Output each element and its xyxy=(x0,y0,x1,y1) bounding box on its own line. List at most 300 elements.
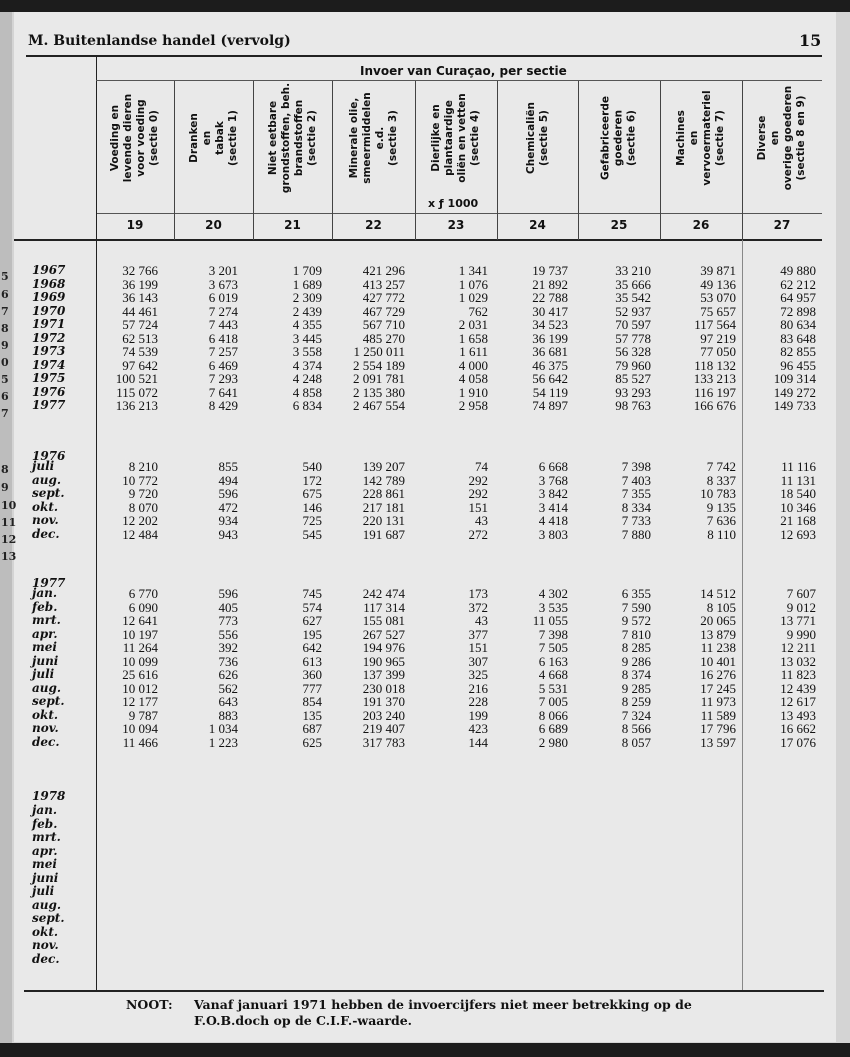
table-cell: 2 958 xyxy=(458,398,488,413)
table-cell: 643 xyxy=(218,694,238,709)
column-header-8 xyxy=(660,80,742,195)
table-cell: 4 374 xyxy=(292,357,322,373)
table-cell: 9 285 xyxy=(621,680,651,696)
table-cell: 11 116 xyxy=(781,459,816,474)
table-cell: 32 766 xyxy=(122,263,158,278)
table-cell: 372 xyxy=(468,599,488,615)
table-cell: 4 858 xyxy=(292,384,322,400)
column-header-text xyxy=(525,102,551,174)
table-cell: 943 xyxy=(218,526,238,542)
table-cell: 556 xyxy=(218,626,238,642)
table-cell: 36 143 xyxy=(122,290,158,305)
table-cell: 46 375 xyxy=(532,357,568,373)
table-cell: 3 673 xyxy=(208,276,238,292)
column-header-line: grondstoffen, beh. xyxy=(279,82,292,193)
table-cell: 149 272 xyxy=(773,384,816,400)
table-cell: 307 xyxy=(468,653,488,669)
column-header-line: (sectie 4) xyxy=(469,109,481,166)
table-cell: 11 055 xyxy=(532,613,568,628)
table-cell: 574 xyxy=(302,599,322,615)
table-cell: 762 xyxy=(468,303,488,319)
table-cell: 485 270 xyxy=(362,330,405,346)
table-cell: 3 414 xyxy=(538,499,568,515)
table-cell: 6 770 xyxy=(128,586,158,601)
table-cell: 8 285 xyxy=(621,640,651,655)
table-cell: 8 105 xyxy=(706,599,736,615)
scan-top-border xyxy=(0,0,850,12)
footnote-line-1: Vanaf januari 1971 hebben de invoercijfers niet meer betrekking op de xyxy=(194,997,692,1012)
table-cell: 139 207 xyxy=(362,459,405,474)
column-number-3: 21 xyxy=(284,218,301,232)
table-cell: 173 xyxy=(468,586,488,601)
row-label-month: nov. xyxy=(32,513,59,527)
table-cell: 10 094 xyxy=(122,721,158,736)
table-cell: 12 439 xyxy=(780,680,816,696)
table-cell: 854 xyxy=(302,694,322,709)
row-label-year: 1968 xyxy=(32,276,66,291)
table-cell: 39 871 xyxy=(700,263,736,278)
table-cell: 7 636 xyxy=(706,513,736,528)
table-cell: 3 445 xyxy=(292,330,322,346)
table-cell: 44 461 xyxy=(122,303,158,319)
table-cell: 8 210 xyxy=(128,459,158,474)
table-cell: 10 346 xyxy=(780,499,816,515)
table-cell: 413 257 xyxy=(362,276,405,292)
table-cell: 242 474 xyxy=(362,586,405,601)
table-cell: 1 910 xyxy=(458,384,488,400)
table-cell: 7 733 xyxy=(621,513,651,528)
table-cell: 54 119 xyxy=(532,384,568,400)
table-cell: 74 897 xyxy=(532,398,568,413)
table-cell: 115 072 xyxy=(116,384,158,400)
table-cell: 11 466 xyxy=(122,734,158,750)
row-label-month: mrt. xyxy=(32,830,61,844)
row-label-month: okt. xyxy=(32,924,59,939)
table-cell: 21 892 xyxy=(532,276,568,292)
table-cell: 7 403 xyxy=(621,472,651,488)
column-header-line: Minerale olie, xyxy=(347,97,360,178)
edge-digit: 6 xyxy=(1,288,9,301)
row-label-month: dec. xyxy=(32,951,60,966)
table-cell: 9 135 xyxy=(706,499,736,515)
table-cell: 17 076 xyxy=(780,734,816,750)
table-cell: 17 245 xyxy=(700,680,736,696)
edge-digit: 0 xyxy=(1,356,9,369)
table-cell: 151 xyxy=(468,640,488,655)
table-cell: 7 443 xyxy=(208,317,238,332)
table-cell: 6 090 xyxy=(128,599,158,615)
table-cell: 745 xyxy=(302,586,322,601)
table-cell: 18 540 xyxy=(780,486,816,501)
table-cell: 1 076 xyxy=(458,276,488,292)
column-header-line: tabak xyxy=(213,120,226,155)
table-cell: 3 842 xyxy=(538,486,568,501)
table-cell: 199 xyxy=(468,707,488,723)
table-cell: 195 xyxy=(302,626,322,642)
table-cell: 267 527 xyxy=(362,626,405,642)
edge-digit: 6 xyxy=(1,390,9,403)
row-label-month: sept. xyxy=(32,486,65,500)
row-label-month: mrt. xyxy=(32,613,61,627)
table-cell: 6 834 xyxy=(292,398,322,413)
table-cell: 149 733 xyxy=(773,398,816,413)
column-header-line: (sectie 2) xyxy=(305,109,318,166)
table-cell: 360 xyxy=(302,667,322,682)
row-label-year: 1976 xyxy=(32,384,66,399)
table-cell: 9 787 xyxy=(128,707,158,723)
table-title: Invoer van Curaçao, per sectie xyxy=(360,64,567,78)
table-cell: 687 xyxy=(302,721,322,736)
column-header-line: Diverse xyxy=(756,115,768,160)
table-cell: 6 689 xyxy=(538,721,568,736)
edge-digit: 10 xyxy=(1,499,17,512)
table-cell: 35 666 xyxy=(615,276,651,292)
table-cell: 109 314 xyxy=(773,371,816,386)
table-cell: 1 709 xyxy=(292,263,322,278)
footnote xyxy=(126,997,746,1029)
row-label-month: juni xyxy=(32,653,59,668)
table-cell: 194 976 xyxy=(362,640,405,655)
table-cell: 12 202 xyxy=(122,513,158,528)
column-header-line: en xyxy=(200,130,213,145)
column-header-line: Gefabriceerde xyxy=(599,95,612,180)
column-header-line: Niet eetbare xyxy=(266,100,279,175)
column-header-text xyxy=(430,93,482,183)
table-cell: 98 763 xyxy=(615,398,651,413)
table-cell: 228 xyxy=(468,694,488,709)
table-cell: 325 xyxy=(468,667,488,682)
table-cell: 36 681 xyxy=(532,344,568,359)
table-cell: 118 132 xyxy=(694,357,736,373)
table-cell: 8 374 xyxy=(621,667,651,682)
table-cell: 2 467 554 xyxy=(353,398,405,413)
column-header-line: en xyxy=(688,130,700,145)
table-cell: 166 676 xyxy=(693,398,736,413)
table-cell: 1 658 xyxy=(458,330,488,346)
table-cell: 7 257 xyxy=(208,344,238,359)
table-cell: 220 131 xyxy=(362,513,405,528)
column-header-line: (sectie 8 en 9) xyxy=(795,94,807,181)
unit-label: x ƒ 1000 xyxy=(428,197,479,210)
table-cell: 7 398 xyxy=(621,459,651,474)
edge-digit: 9 xyxy=(1,339,9,352)
table-cell: 7 505 xyxy=(538,640,568,655)
table-cell: 627 xyxy=(302,613,322,628)
table-cell: 642 xyxy=(302,640,322,655)
table-cell: 34 523 xyxy=(532,317,568,332)
row-label-month: okt. xyxy=(32,707,59,722)
table-cell: 10 012 xyxy=(122,680,158,696)
table-cell: 7 274 xyxy=(208,303,238,319)
row-label-year: 1973 xyxy=(32,344,66,358)
column-header-6 xyxy=(497,80,578,195)
table-cell: 2 031 xyxy=(458,317,488,332)
edge-digit: 8 xyxy=(1,322,9,335)
table-cell: 74 xyxy=(475,459,488,474)
table-cell: 4 302 xyxy=(538,586,568,601)
row-label-year: 1967 xyxy=(32,263,66,277)
table-cell: 13 771 xyxy=(780,613,816,628)
table-cell: 12 641 xyxy=(122,613,158,628)
row-label-month: sept. xyxy=(32,694,65,708)
table-cell: 7 590 xyxy=(621,599,651,615)
table-cell: 2 135 380 xyxy=(353,384,405,400)
table-cell: 82 855 xyxy=(780,344,816,359)
edge-digit: 7 xyxy=(1,407,9,420)
edge-digit: 9 xyxy=(1,481,9,494)
table-cell: 135 xyxy=(302,707,322,723)
column-header-9 xyxy=(742,80,822,195)
table-cell: 9 286 xyxy=(621,653,651,669)
table-cell: 11 823 xyxy=(780,667,816,682)
row-label-month: feb. xyxy=(32,816,58,831)
table-cell: 4 058 xyxy=(458,371,488,386)
row-label-year: 1971 xyxy=(32,317,66,331)
column-number-7: 25 xyxy=(610,218,628,232)
table-cell: 6 019 xyxy=(208,290,238,305)
scan-bottom-border xyxy=(0,1043,850,1057)
column-header-line: (sectie 1) xyxy=(226,109,239,166)
row-label-month: juli xyxy=(32,459,55,473)
table-cell: 934 xyxy=(218,513,238,528)
table-cell: 9 720 xyxy=(128,486,158,501)
table-cell: 472 xyxy=(218,499,238,515)
block-year-label: 1978 xyxy=(32,789,66,803)
table-cell: 777 xyxy=(302,680,322,696)
table-cell: 883 xyxy=(218,707,238,723)
table-cell: 22 788 xyxy=(532,290,568,305)
column-number-rule-top xyxy=(96,213,822,214)
table-cell: 773 xyxy=(218,613,238,628)
table-cell: 4 355 xyxy=(292,317,322,332)
table-cell: 4 248 xyxy=(292,371,322,386)
table-cell: 7 005 xyxy=(538,694,568,709)
column-number-2: 20 xyxy=(205,218,222,232)
column-header-text xyxy=(600,96,639,180)
table-cell: 7 324 xyxy=(621,707,651,723)
column-header-line: (sectie 7) xyxy=(714,109,726,166)
table-cell: 7 742 xyxy=(706,459,736,474)
table-cell: 97 219 xyxy=(700,330,736,346)
table-cell: 64 957 xyxy=(780,290,816,305)
column-header-line: oliën en vetten xyxy=(456,92,468,183)
table-cell: 467 729 xyxy=(362,303,405,319)
table-cell: 4 418 xyxy=(538,513,568,528)
table-cell: 52 937 xyxy=(615,303,651,319)
table-cell: 8 429 xyxy=(208,398,238,413)
table-bottom-rule xyxy=(24,990,824,992)
table-cell: 14 512 xyxy=(700,586,736,601)
table-cell: 6 469 xyxy=(208,357,238,373)
table-cell: 136 213 xyxy=(115,398,158,413)
table-cell: 93 293 xyxy=(615,384,651,400)
table-cell: 70 597 xyxy=(615,317,651,332)
table-cell: 75 657 xyxy=(700,303,736,319)
table-cell: 13 032 xyxy=(780,653,816,669)
table-cell: 117 564 xyxy=(694,317,736,332)
table-cell: 10 772 xyxy=(122,472,158,488)
table-cell: 16 276 xyxy=(700,667,736,682)
table-cell: 36 199 xyxy=(122,276,158,292)
table-cell: 427 772 xyxy=(362,290,405,305)
table-cell: 12 617 xyxy=(780,694,816,709)
table-cell: 3 535 xyxy=(538,599,568,615)
table-cell: 596 xyxy=(218,486,238,501)
table-cell: 13 879 xyxy=(700,626,736,642)
table-cell: 17 796 xyxy=(700,721,736,736)
edge-digit: 12 xyxy=(1,533,17,546)
column-header-line: e.d. xyxy=(373,126,386,149)
table-cell: 57 778 xyxy=(615,330,651,346)
table-cell: 7 293 xyxy=(208,371,238,386)
table-cell: 423 xyxy=(468,721,488,736)
column-header-text xyxy=(756,85,808,190)
table-cell: 9 012 xyxy=(786,599,816,615)
column-header-text xyxy=(109,93,161,181)
column-header-5 xyxy=(415,80,497,195)
column-header-line: Chemicaliën xyxy=(524,101,537,174)
row-label-month: dec. xyxy=(32,526,60,541)
table-cell: 272 xyxy=(468,526,488,542)
table-cell: 6 668 xyxy=(538,459,568,474)
row-label-month: jan. xyxy=(32,803,58,817)
table-cell: 494 xyxy=(218,472,238,488)
table-cell: 116 197 xyxy=(694,384,736,400)
table-cell: 725 xyxy=(302,513,322,528)
table-cell: 626 xyxy=(218,667,238,682)
page-title: M. Buitenlandse handel (vervolg) xyxy=(28,33,291,49)
column-header-line: Machines xyxy=(675,109,687,166)
table-cell: 1 223 xyxy=(208,734,238,750)
table-cell: 6 163 xyxy=(538,653,568,669)
table-cell: 2 554 189 xyxy=(353,357,405,373)
table-cell: 142 789 xyxy=(362,472,405,488)
row-label-month: nov. xyxy=(32,938,59,952)
table-cell: 613 xyxy=(302,653,322,669)
table-cell: 79 960 xyxy=(615,357,651,373)
row-label-year: 1977 xyxy=(32,398,66,412)
table-cell: 292 xyxy=(468,472,488,488)
table-cell: 11 131 xyxy=(780,472,816,488)
column-number-9: 27 xyxy=(773,218,791,232)
table-cell: 10 783 xyxy=(700,486,736,501)
row-label-month: apr. xyxy=(32,843,58,858)
table-cell: 8 259 xyxy=(621,694,651,709)
edge-digit: 13 xyxy=(1,550,17,563)
table-cell: 1 034 xyxy=(208,721,238,736)
column-number-8: 26 xyxy=(692,218,710,232)
block-year-label: 1977 xyxy=(32,576,66,590)
row-label-month: aug. xyxy=(32,897,62,912)
table-cell: 30 417 xyxy=(532,303,568,319)
table-cell: 7 355 xyxy=(621,486,651,501)
row-label-year: 1970 xyxy=(32,303,66,318)
row-label-month: feb. xyxy=(32,599,58,614)
table-cell: 191 687 xyxy=(362,526,405,542)
table-cell: 57 724 xyxy=(122,317,158,332)
table-cell: 72 898 xyxy=(780,303,816,319)
table-cell: 8 110 xyxy=(707,526,736,542)
table-cell: 21 168 xyxy=(780,513,816,528)
row-label-month: dec. xyxy=(32,734,60,749)
table-cell: 292 xyxy=(468,486,488,501)
footnote-label: NOOT: xyxy=(126,997,173,1012)
table-cell: 228 861 xyxy=(362,486,405,501)
table-cell: 6 355 xyxy=(621,586,651,601)
table-cell: 12 211 xyxy=(780,640,816,655)
table-cell: 19 737 xyxy=(532,263,568,278)
table-cell: 8 566 xyxy=(621,721,651,736)
table-cell: 11 238 xyxy=(700,640,736,655)
column-number-5: 23 xyxy=(447,218,465,232)
table-body-rule xyxy=(14,239,822,241)
column-number-4: 22 xyxy=(365,218,382,232)
row-label-month: nov. xyxy=(32,721,59,735)
table-cell: 16 662 xyxy=(780,721,816,736)
table-cell: 146 xyxy=(302,499,322,515)
table-cell: 85 527 xyxy=(615,371,651,386)
column-header-line: (sectie 6) xyxy=(625,109,638,166)
table-cell: 25 616 xyxy=(122,667,158,682)
table-cell: 191 370 xyxy=(362,694,405,709)
row-label-month: aug. xyxy=(32,680,62,695)
table-cell: 8 334 xyxy=(621,499,651,515)
footnote-line-2: F.O.B.doch op de C.I.F.-waarde. xyxy=(194,1013,413,1028)
table-cell: 56 642 xyxy=(532,371,568,386)
table-cell: 77 050 xyxy=(700,344,736,359)
table-cell: 97 642 xyxy=(122,357,158,373)
table-cell: 172 xyxy=(302,472,322,488)
table-cell: 562 xyxy=(218,680,238,696)
table-cell: 7 880 xyxy=(621,526,651,542)
row-label-year: 1972 xyxy=(32,330,66,345)
table-cell: 736 xyxy=(218,653,238,669)
column-header-line: Dierlijke en xyxy=(430,103,442,172)
row-label-month: mei xyxy=(32,640,57,654)
table-cell: 137 399 xyxy=(362,667,405,682)
table-cell: 405 xyxy=(218,599,238,615)
column-header-text xyxy=(188,110,240,166)
table-cell: 8 057 xyxy=(621,734,651,750)
table-cell: 675 xyxy=(302,486,322,501)
table-cell: 2 309 xyxy=(292,290,322,305)
column-header-text xyxy=(675,90,727,185)
table-cell: 56 328 xyxy=(615,344,651,359)
table-cell: 2 091 781 xyxy=(353,371,405,386)
table-cell: 317 783 xyxy=(362,734,405,750)
table-cell: 216 xyxy=(468,680,488,696)
row-label-month: juli xyxy=(32,667,55,681)
row-label-year: 1975 xyxy=(32,371,66,385)
table-cell: 4 000 xyxy=(458,357,488,373)
column-header-line: smeermiddelen xyxy=(360,91,373,184)
table-cell: 151 xyxy=(468,499,488,515)
column-header-line: en xyxy=(769,130,781,145)
row-label-month: sept. xyxy=(32,911,65,925)
column-header-line: (sectie 3) xyxy=(386,109,399,166)
table-cell: 596 xyxy=(218,586,238,601)
column-header-text xyxy=(348,92,400,184)
edge-digit: 8 xyxy=(1,463,9,476)
table-cell: 7 810 xyxy=(621,626,651,642)
row-label-month: okt. xyxy=(32,499,59,514)
table-cell: 6 418 xyxy=(208,330,238,346)
column-header-line: levende dieren xyxy=(122,93,134,182)
table-cell: 96 455 xyxy=(780,357,816,373)
column-header-line: goederen xyxy=(612,109,625,166)
table-cell: 1 029 xyxy=(458,290,488,305)
column-header-2 xyxy=(174,80,253,195)
